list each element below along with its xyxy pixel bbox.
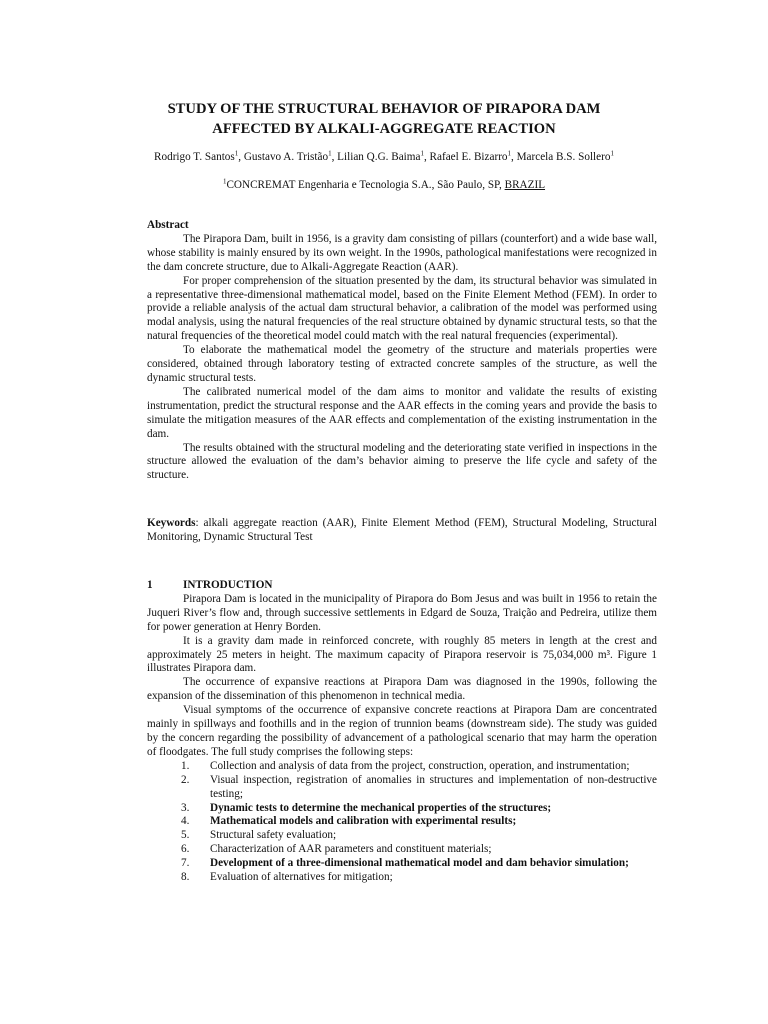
intro-paragraph: Visual symptoms of the occurrence of expansive concrete reactions at Pirapora Dam are concentrated mainly in spillways and foothills and in the region of trunnion beams (downstream side). The study was guided by the concern regarding the possibility of advancement of a pathological scenario that may harm the operation of floodgates. The full study comprises the following steps:: [147, 704, 657, 758]
section-number: 1: [147, 579, 153, 592]
list-item: 3. Dynamic tests to determine the mechanical properties of the structures;: [181, 801, 552, 814]
section-title: INTRODUCTION: [183, 579, 273, 592]
study-steps-list: [147, 760, 657, 885]
list-item: 7. Development of a three-dimensional mathematical model and dam behavior simulation;: [181, 857, 629, 870]
list-item: 4. Mathematical models and calibration with experimental results;: [181, 815, 517, 828]
affiliation: $^1$CONCREMAT Engenharia e Tecnologia S.A., São Paulo, SP, BRAZIL: [222, 177, 546, 191]
author: Rodrigo T. Santos$^1$,: [154, 149, 244, 163]
abstract-paragraph: To elaborate the mathematical model the geometry of the structure and materials properties were considered, obtained through laboratory testing of extracted concrete samples of the structure, as well the dynamic structural tests.: [147, 344, 657, 384]
keywords: [147, 517, 657, 545]
affiliation-country: BRAZIL: [504, 179, 546, 191]
paper-title: [0, 99, 768, 139]
list-item: 5. Structural safety evaluation;: [181, 829, 337, 842]
section-heading-introduction: [147, 579, 657, 593]
author: Gustavo A. Tristão$^1$,: [243, 149, 338, 163]
intro-paragraph: The occurrence of expansive reactions at Pirapora Dam was diagnosed in the 1990s, following the expansion of the dissemination of this phenomenon in technical media.: [147, 676, 657, 703]
list-item: 2. Visual inspection, registration of anomalies in structures and implementation of non-destructive testing;: [181, 773, 657, 800]
author: Rafael E. Bizarro$^1$,: [429, 149, 517, 163]
author: Lilian Q.G. Baima$^1$,: [337, 149, 430, 163]
list-item: 8. Evaluation of alternatives for mitigation;: [181, 871, 393, 884]
abstract-heading: Abstract: [147, 219, 189, 231]
abstract-paragraph: The calibrated numerical model of the dam aims to monitor and validate the results of existing instrumentation, predict the structural response and the AAR effects in the coming years and provide the basis to simulate the mitigation measures of the AAR effects and complementation of the existing instrumentation in the dam.: [147, 385, 657, 440]
abstract-paragraph: For proper comprehension of the situation presented by the dam, its structural behavior was simulated in a representative three-dimensional mathematical model, based on the Finite Element Method (FEM). In order to provide a reliable analysis of the actual dam structural behavior, a calibration of the model was performed using modal analysis, using the natural frequencies of the real structure obtained by dynamic structural tests, so that the natural frequencies of the theoretical model could match with the real natural frequencies (experimental).: [147, 274, 657, 343]
title-line-2: AFFECTED BY ALKALI-AGGREGATE REACTION: [212, 121, 556, 137]
list-item: 6. Characterization of AAR parameters and constituent materials;: [181, 843, 492, 856]
title-line-1: STUDY OF THE STRUCTURAL BEHAVIOR OF PIRAPORA DAM: [167, 101, 601, 117]
author-list: [0, 150, 768, 164]
keywords-text: : alkali aggregate reaction (AAR), Finite Element Method (FEM), Structural Modeling, Structural Monitoring, Dynamic Structural Test: [147, 517, 657, 544]
paper-body: [147, 219, 657, 885]
keywords-label: Keywords: [147, 517, 196, 530]
abstract-paragraph: The results obtained with the structural modeling and the deteriorating state verified in inspections in the structure allowed the evaluation of the dam’s behavior aiming to preserve the life cycle and safety of the structure.: [147, 441, 657, 482]
abstract-paragraph: The Pirapora Dam, built in 1956, is a gravity dam consisting of pillars (counterfort) and a wide base wall, whose stability is mainly ensured by its own weight. In the 1990s, pathological manifestations were recognized in the dam concrete structure, due to Alkali-Aggregate Reaction (AAR).: [147, 232, 657, 273]
intro-paragraph: It is a gravity dam made in reinforced concrete, with roughly 85 meters in length at the crest and approximately 25 meters in height. The maximum capacity of Pirapora reservoir is 75,034,000 m³. Figure 1 illustrates Pirapora dam.: [147, 634, 657, 675]
list-item: 1. Collection and analysis of data from the project, construction, operation, and instrumentation;: [181, 759, 630, 772]
author: Marcela B.S. Sollero$^1$: [516, 149, 614, 163]
intro-paragraph: Pirapora Dam is located in the municipality of Pirapora do Bom Jesus and was built in 1956 to retain the Juqueri River’s flow and, through successive settlements in Edgard de Souza, Traição and Pedreira, utilize them for power generation at Henry Borden.: [147, 592, 657, 633]
